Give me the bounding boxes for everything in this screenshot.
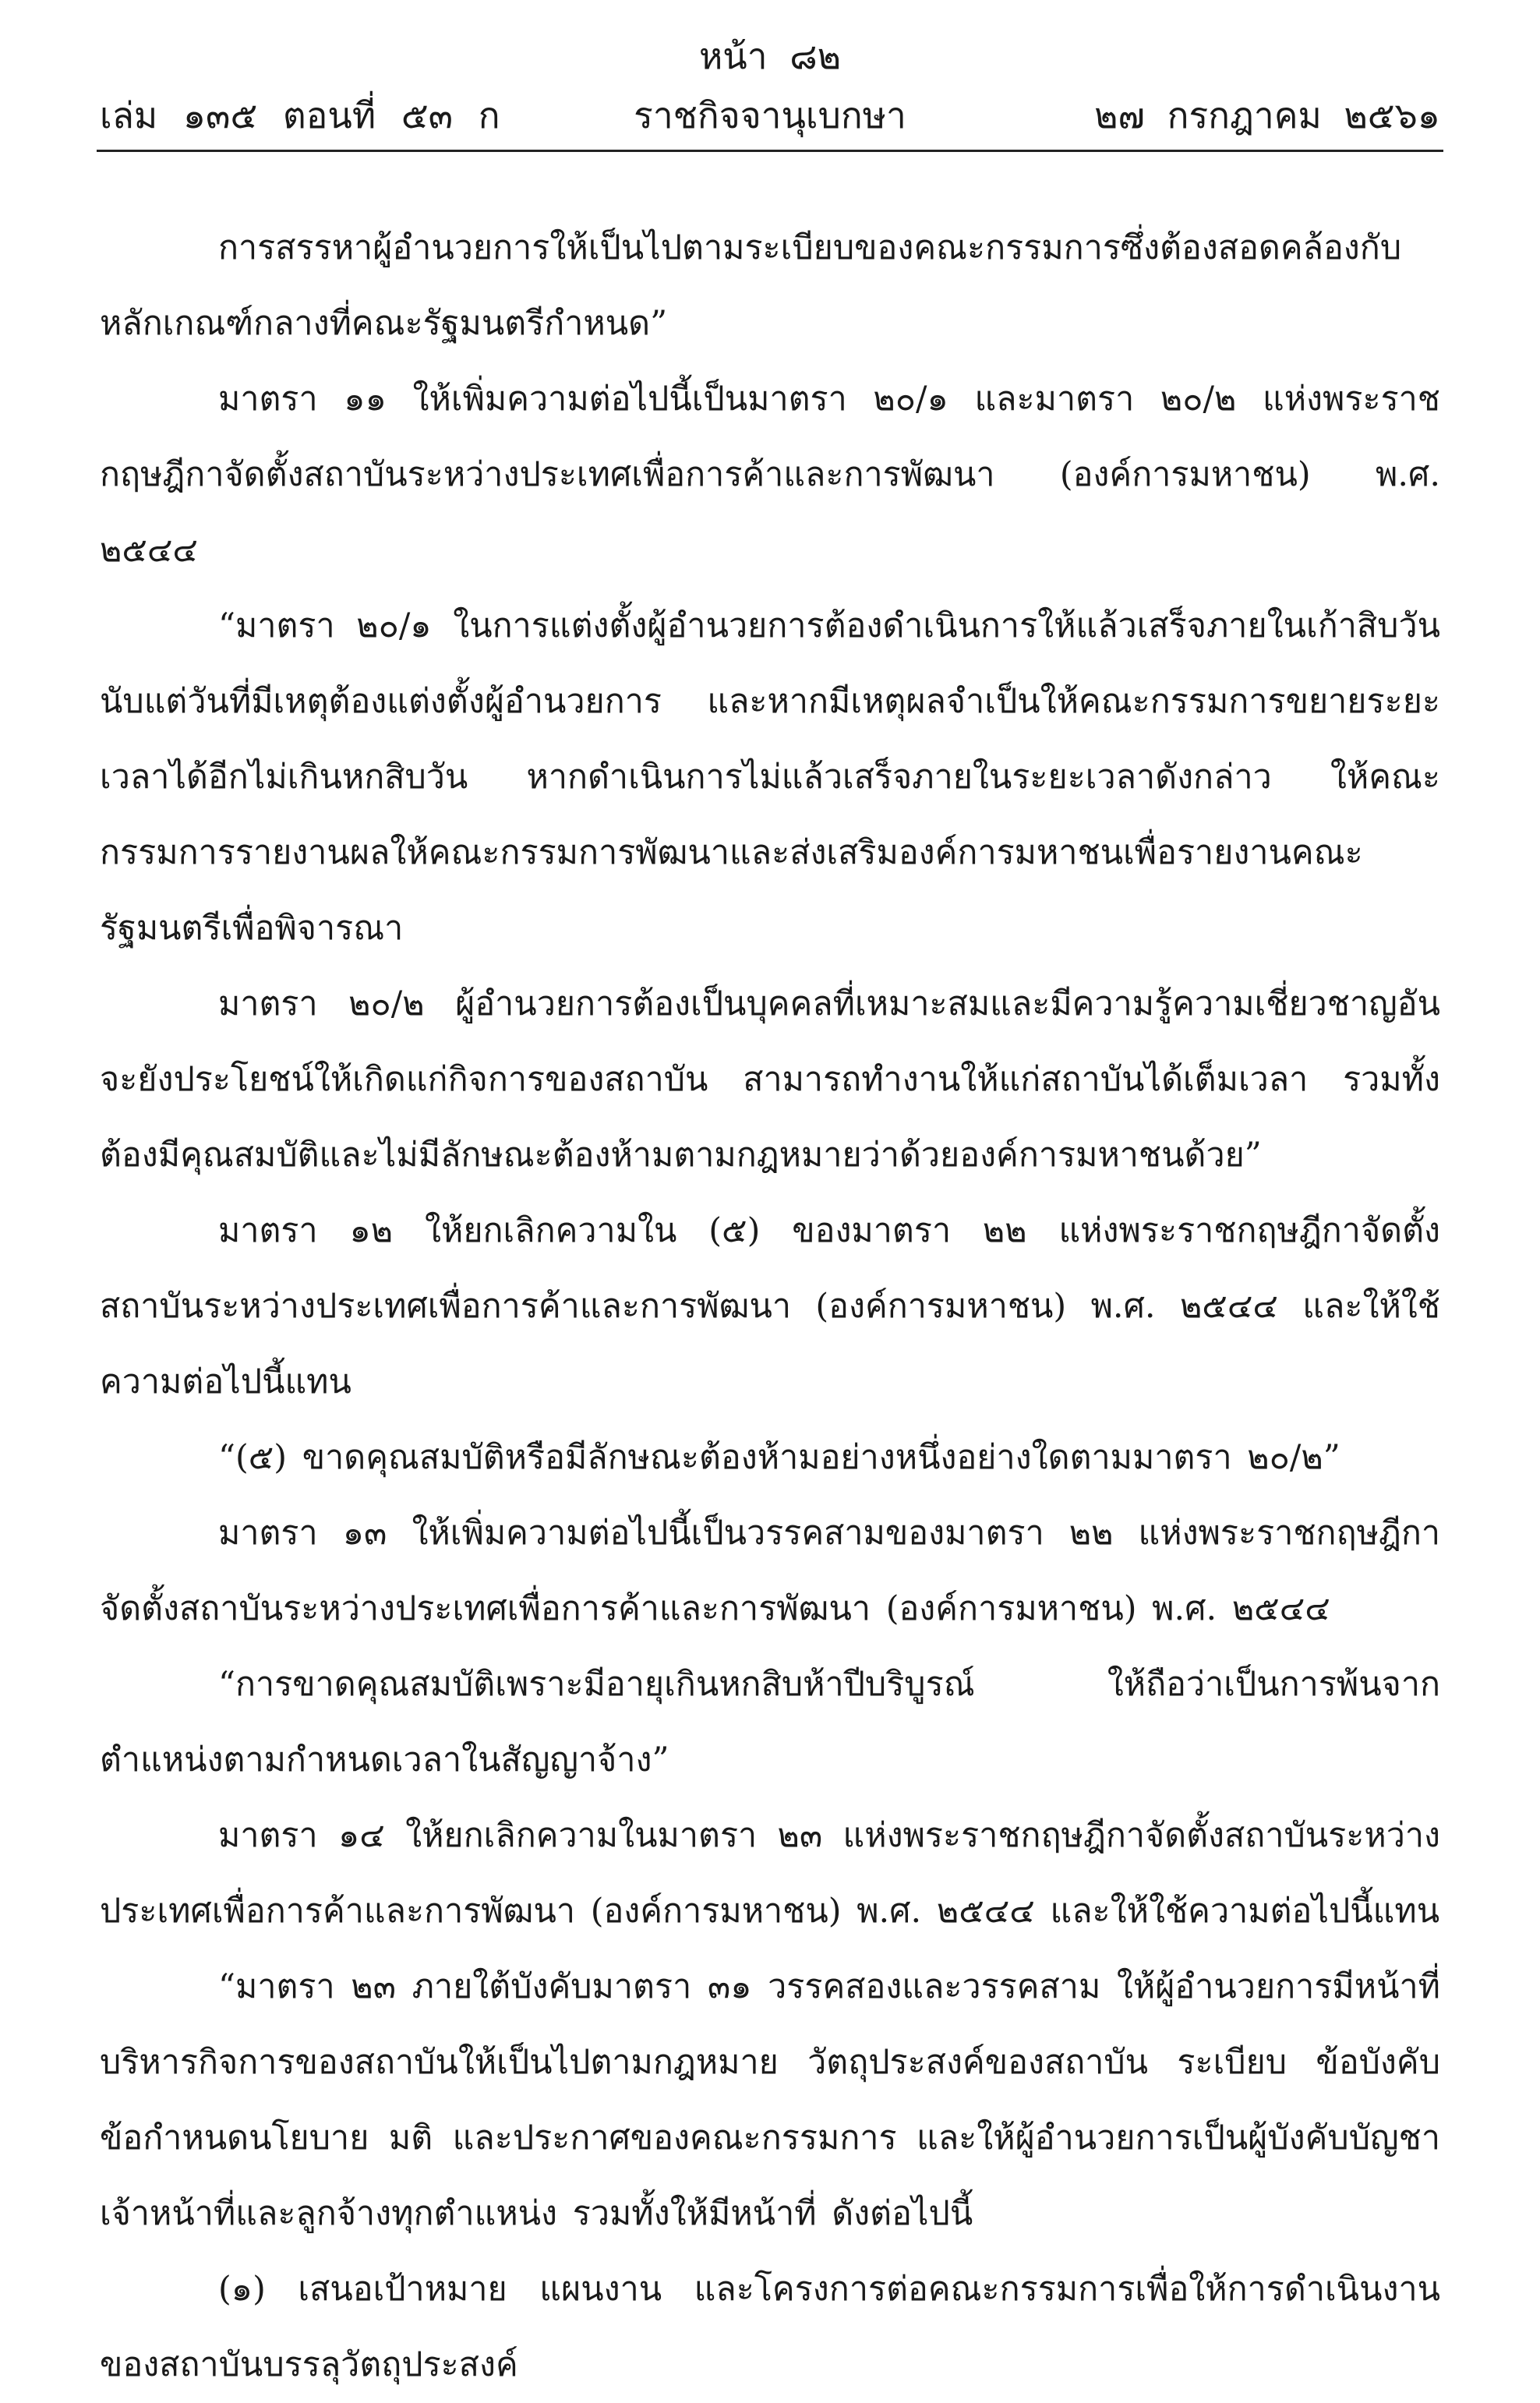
paragraph-section-11: มาตรา ๑๑ ให้เพิ่มความต่อไปนี้เป็นมาตรา ๒๐/๑ และมาตรา ๒๐/๒ แห่งพระราชกฤษฎีกาจัดตั้งสถาบันระหว่างประเทศเพื่อการค้าและการพัฒนา (องค์การมหาชน) พ.ศ. ๒๕๔๔ <box>100 380 1440 570</box>
volume-issue: เล่ม ๑๓๕ ตอนที่ ๕๓ ก <box>100 94 500 136</box>
paragraph-section-20-2: มาตรา ๒๐/๒ ผู้อำนวยการต้องเป็นบุคคลที่เหมาะสมและมีความรู้ความเชี่ยวชาญอันจะยังประโยชน์ให้เกิดแก่กิจการของสถาบัน สามารถทำงานให้แก่สถาบันได้เต็มเวลา รวมทั้งต้องมีคุณสมบัติและไม่มีลักษณะต้องห้ามตามกฎหมายว่าด้วยองค์การมหาชนด้วย” <box>100 984 1440 1175</box>
publication-date: ๒๗ กรกฎาคม ๒๕๖๑ <box>1094 94 1440 136</box>
paragraph-disqualification: “การขาดคุณสมบัติเพราะมีอายุเกินหกสิบห้าปีบริบูรณ์ ให้ถือว่าเป็นการพ้นจากตำแหน่งตามกำหนดเวลาในสัญญาจ้าง” <box>100 1665 1440 1779</box>
paragraph-section-13: มาตรา ๑๓ ให้เพิ่มความต่อไปนี้เป็นวรรคสามของมาตรา ๒๒ แห่งพระราชกฤษฎีกาจัดตั้งสถาบันระหว่างประเทศเพื่อการค้าและการพัฒนา (องค์การมหาชน) พ.ศ. ๒๕๔๔ <box>100 1514 1440 1628</box>
header-divider <box>97 150 1443 152</box>
page-number: หน้า ๘๒ <box>698 35 842 77</box>
paragraph-section-23: “มาตรา ๒๓ ภายใต้บังคับมาตรา ๓๑ วรรคสองและวรรคสาม ให้ผู้อำนวยการมีหน้าที่บริหารกิจการของสถาบันให้เป็นไปตามกฎหมาย วัตถุประสงค์ของสถาบัน ระเบียบ ข้อบังคับ ข้อกำหนดนโยบาย มติ และประกาศของคณะกรรมการ และให้ผู้อำนวยการเป็นผู้บังคับบัญชาเจ้าหน้าที่และลูกจ้างทุกตำแหน่ง รวมทั้งให้มีหน้าที่ ดังต่อไปนี้ <box>100 1967 1440 2233</box>
paragraph-section-20-1: “มาตรา ๒๐/๑ ในการแต่งตั้งผู้อำนวยการต้องดำเนินการให้แล้วเสร็จภายในเก้าสิบวันนับแต่วันที่มีเหตุต้องแต่งตั้งผู้อำนวยการ และหากมีเหตุผลจำเป็นให้คณะกรรมการขยายระยะเวลาได้อีกไม่เกินหกสิบวัน หากดำเนินการไม่แล้วเสร็จภายในระยะเวลาดังกล่าว ให้คณะกรรมการรายงานผลให้คณะกรรมการพัฒนาและส่งเสริมองค์การมหาชนเพื่อรายงานคณะรัฐมนตรีเพื่อพิจารณา <box>100 606 1440 948</box>
gazette-header <box>100 92 1440 139</box>
publication-title: ราชกิจจานุเบกษา <box>634 94 906 136</box>
paragraph-section-14: มาตรา ๑๔ ให้ยกเลิกความในมาตรา ๒๓ แห่งพระราชกฤษฎีกาจัดตั้งสถาบันระหว่างประเทศเพื่อการค้าและการพัฒนา (องค์การมหาชน) พ.ศ. ๒๕๔๔ และให้ใช้ความต่อไปนี้แทน <box>100 1816 1440 1931</box>
document-body <box>100 210 1440 2403</box>
paragraph-item-5: “(๕) ขาดคุณสมบัติหรือมีลักษณะต้องห้ามอย่างหนึ่งอย่างใดตามมาตรา ๒๐/๒” <box>218 1438 1340 1477</box>
paragraph-section-12: มาตรา ๑๒ ให้ยกเลิกความใน (๕) ของมาตรา ๒๒ แห่งพระราชกฤษฎีกาจัดตั้งสถาบันระหว่างประเทศเพื่อการค้าและการพัฒนา (องค์การมหาชน) พ.ศ. ๒๕๔๔ และให้ใช้ความต่อไปนี้แทน <box>100 1211 1440 1401</box>
paragraph-item-1: (๑) เสนอเป้าหมาย แผนงาน และโครงการต่อคณะกรรมการเพื่อให้การดำเนินงานของสถาบันบรรลุวัตถุประสงค์ <box>100 2270 1440 2384</box>
paragraph-continuation: การสรรหาผู้อำนวยการให้เป็นไปตามระเบียบของคณะกรรมการซึ่งต้องสอดคล้องกับหลักเกณฑ์กลางที่คณะรัฐมนตรีกำหนด” <box>100 228 1402 343</box>
